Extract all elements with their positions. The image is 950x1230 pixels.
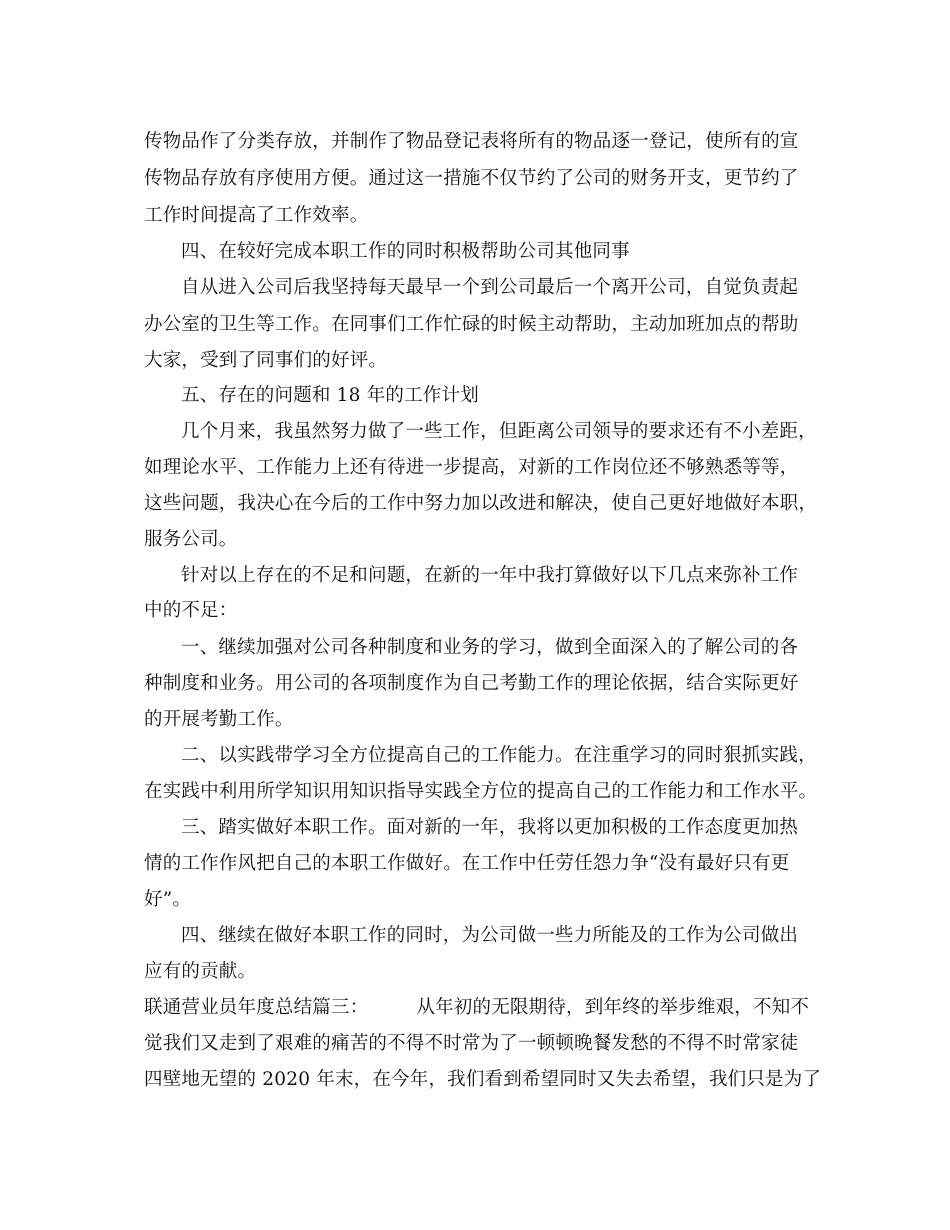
section-title-line	[144, 996, 809, 1020]
text-line: 工作时间提高了工作效率。	[144, 205, 369, 226]
text-line: 情的工作作风把自己的本职工作做好。在工作中任劳任怨力争“没有最好只有更	[144, 853, 790, 874]
text-line: 传物品存放有序使用方便。通过这一措施不仅节约了公司的财务开支，更节约了	[144, 168, 799, 189]
text-line: 几个月来，我虽然努力做了一些工作，但距离公司领导的要求还有不小差距，	[181, 421, 817, 442]
text-line: 在实践中利用所学知识用知识指导实践全方位的提高自己的工作能力和工作水平。	[144, 781, 818, 802]
section-heading: 五、存在的问题和 18 年的工作计划	[181, 385, 479, 406]
text-line: 觉我们又走到了艰难的痛苦的不得不时常为了一顿顿晚餐发愁的不得不时常家徒	[144, 1033, 799, 1054]
text-line: 三、踏实做好本职工作。面对新的一年，我将以更加积极的工作态度更加热	[181, 817, 799, 838]
text-line: 一、继续加强对公司各种制度和业务的学习，做到全面深入的了解公司的各	[181, 637, 799, 658]
text-line: 服务公司。	[144, 529, 238, 550]
text-line: 针对以上存在的不足和问题，在新的一年中我打算做好以下几点来弥补工作	[181, 565, 799, 586]
text-line: 传物品作了分类存放，并制作了物品登记表将所有的物品逐一登记，使所有的宣	[144, 131, 799, 152]
text-line: 如理论水平、工作能力上还有待进一步提高，对新的工作岗位还不够熟悉等等，	[144, 457, 799, 478]
text-line: 中的不足：	[144, 600, 238, 621]
text-line: 好”。	[144, 889, 192, 910]
text-line: 四、继续在做好本职工作的同时，为公司做一些力所能及的工作为公司做出	[181, 925, 799, 946]
text-line: 应有的贡献。	[144, 961, 257, 982]
text-line: 二、以实践带学习全方位提高自己的工作能力。在注重学习的同时狠抓实践，	[181, 745, 817, 766]
text-line: 这些问题，我决心在今后的工作中努力加以改进和解决，使自己更好地做好本职，	[144, 493, 818, 514]
text-line: 自从进入公司后我坚持每天最早一个到公司最后一个离开公司，自觉负责起	[181, 277, 799, 298]
section-heading: 四、在较好完成本职工作的同时积极帮助公司其他同事	[181, 241, 630, 262]
text-line: 办公室的卫生等工作。在同事们工作忙碌的时候主动帮助，主动加班加点的帮助	[144, 314, 799, 335]
section-title: 联通营业员年度总结篇三：	[144, 997, 369, 1018]
text-line: 的开展考勤工作。	[144, 709, 294, 730]
text-line: 大家，受到了同事们的好评。	[144, 350, 388, 371]
text-line: 种制度和业务。用公司的各项制度作为自己考勤工作的理论依据，结合实际更好	[144, 673, 799, 694]
section-lead-text: 从年初的无限期待，到年终的举步维艰，不知不	[416, 997, 810, 1018]
text-line: 四壁地无望的 2020 年末，在今年，我们看到希望同时又失去希望，我们只是为了	[144, 1069, 822, 1090]
